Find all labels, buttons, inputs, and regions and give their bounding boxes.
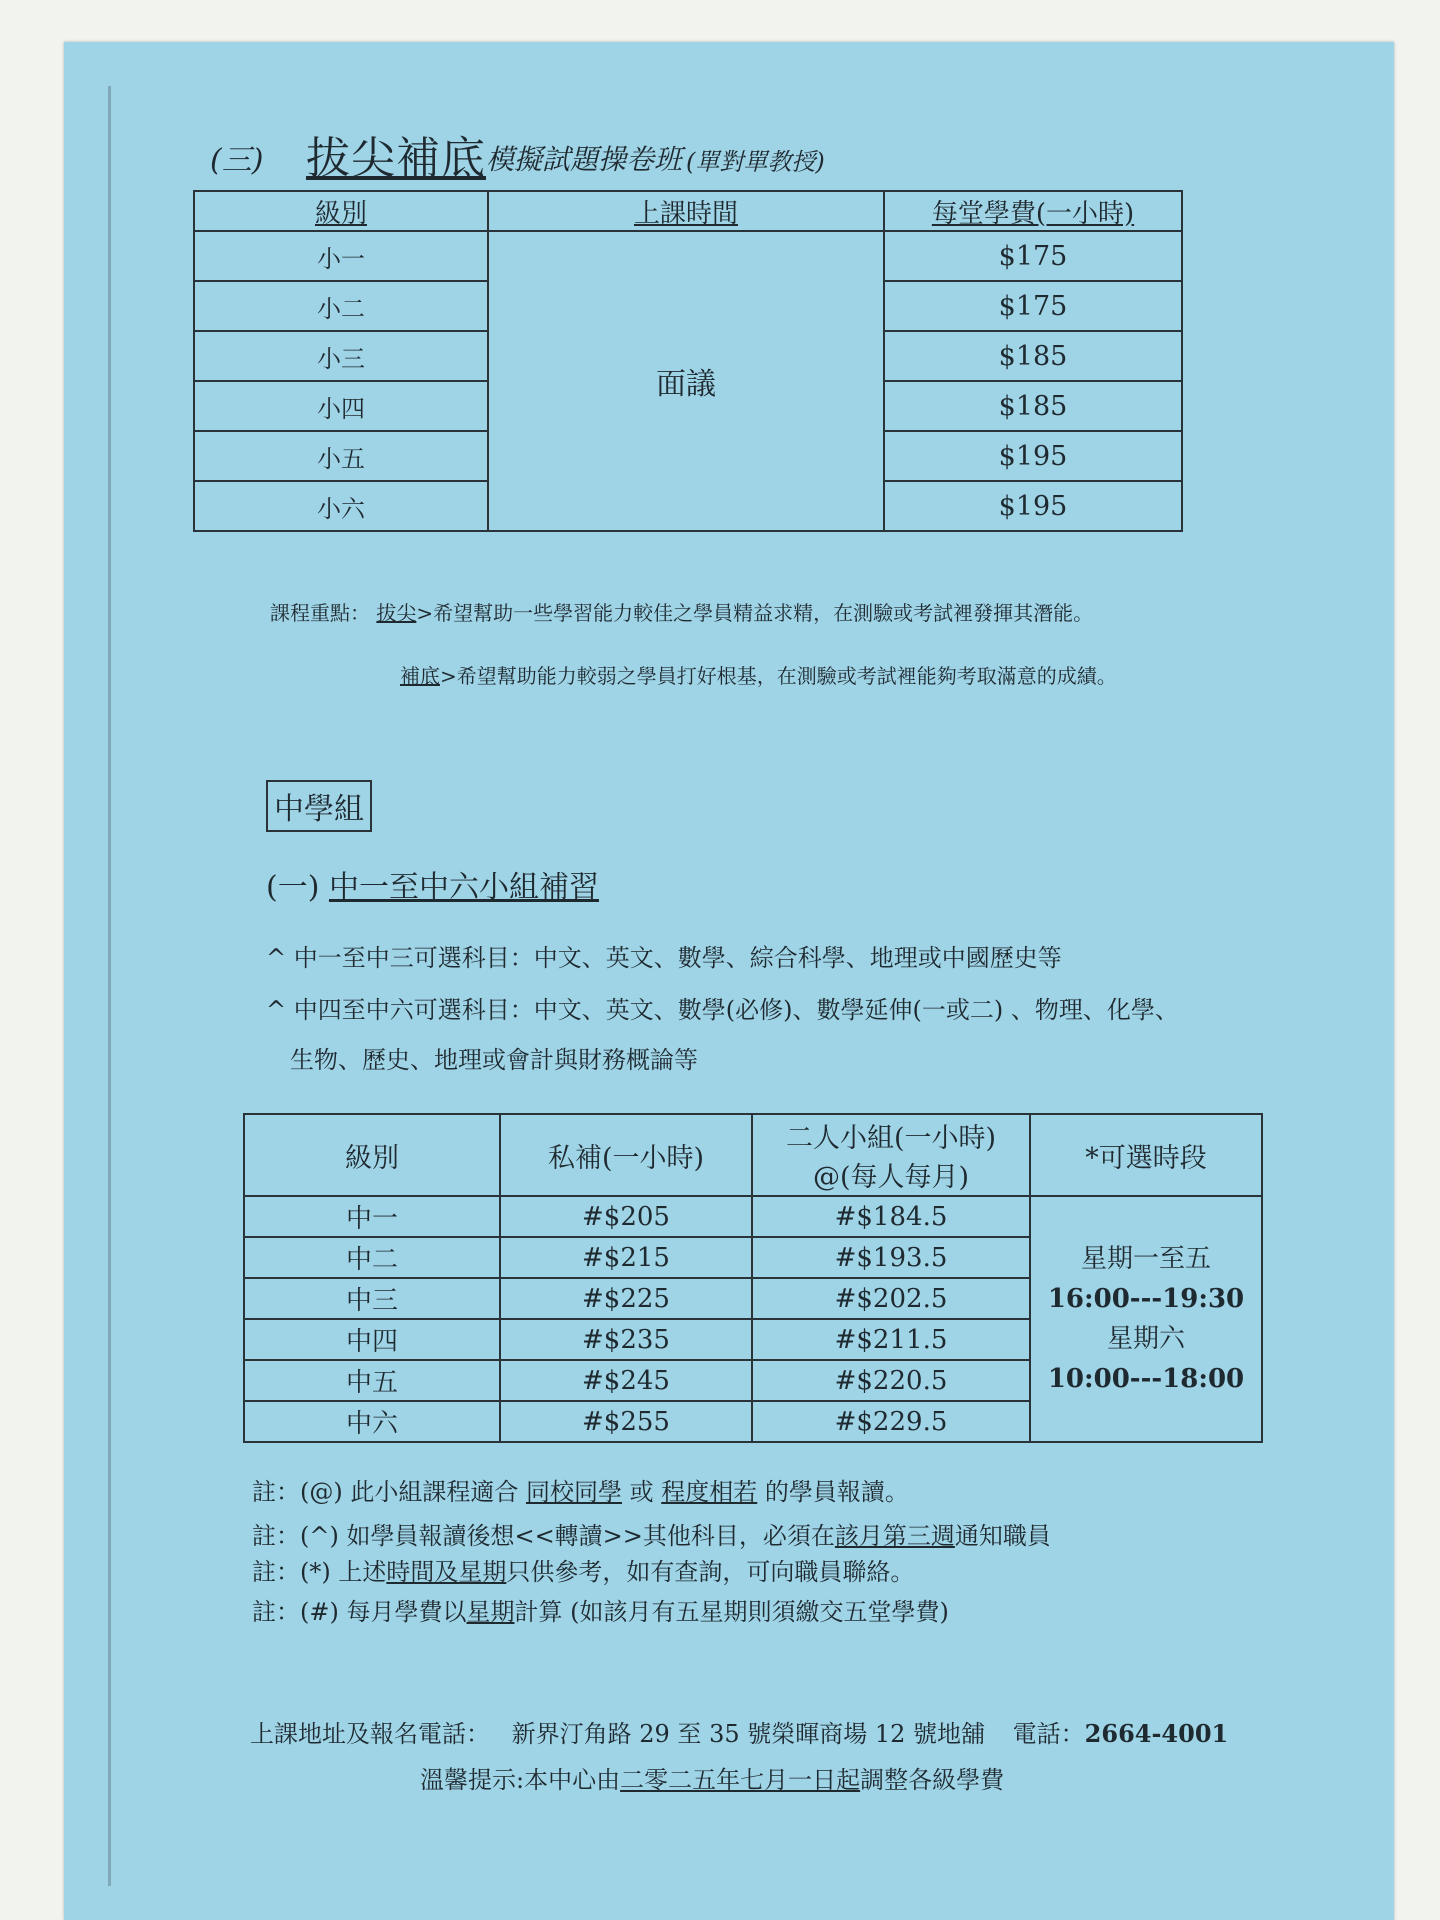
private-fee-cell: #$235	[500, 1319, 752, 1360]
group-fee-cell: #$184.5	[752, 1196, 1030, 1237]
focus-label: 課程重點：	[270, 601, 370, 625]
reminder-line: 溫馨提示:本中心由二零二五年七月一日起調整各級學費	[420, 1766, 1005, 1794]
course-focus-a	[270, 597, 1093, 626]
note-caret: 註：(^) 如學員報讀後想<<轉讀>>其他科目，必須在該月第三週通知職員	[252, 1522, 1051, 1550]
level-cell: 小六	[194, 481, 488, 531]
private-fee-cell: #$225	[500, 1278, 752, 1319]
header-group-line2: @(每人每月)	[812, 1162, 970, 1193]
level-cell: 小三	[194, 331, 488, 381]
time-slot-cell	[1030, 1196, 1262, 1442]
subjects-line-2: ^ 中四至中六可選科目：中文、英文、數學(必修)、數學延伸(一或二) 、物理、化學、	[266, 996, 1179, 1024]
level-cell: 中五	[244, 1360, 500, 1401]
slot-line: 星期一至五	[1080, 1244, 1211, 1274]
level-cell: 小二	[194, 281, 488, 331]
slot-line: 星期六	[1106, 1324, 1185, 1354]
slot-line: 16:00---19:30	[1047, 1284, 1245, 1314]
level-cell: 小五	[194, 431, 488, 481]
private-fee-cell: #$255	[500, 1401, 752, 1442]
course-focus-b	[400, 660, 1117, 689]
slot-line: 10:00---18:00	[1047, 1364, 1245, 1394]
secondary-section-title: 中學組	[266, 780, 372, 832]
level-cell: 中二	[244, 1237, 500, 1278]
group-fee-cell: #$211.5	[752, 1319, 1030, 1360]
address-label: 上課地址及報名電話：	[250, 1720, 490, 1748]
level-cell: 中六	[244, 1401, 500, 1442]
primary-fee-table	[193, 190, 1183, 532]
header-slot: *可選時段	[1030, 1114, 1262, 1196]
group-fee-cell: #$202.5	[752, 1278, 1030, 1319]
section3-title: 拔尖補底	[306, 133, 486, 184]
private-fee-cell: #$245	[500, 1360, 752, 1401]
table-header-row	[244, 1114, 1262, 1196]
focus-a-key: 拔尖	[376, 601, 417, 625]
fee-cell: $185	[884, 331, 1182, 381]
table-row	[244, 1196, 1262, 1237]
table-row	[194, 231, 1182, 281]
header-level: 級別	[194, 191, 488, 231]
section3-note: (單對單教授)	[686, 148, 825, 176]
header-group	[752, 1114, 1030, 1196]
note-hash: 註：(#) 每月學費以星期計算 (如該月有五星期則須繳交五堂學費)	[252, 1598, 949, 1626]
level-cell: 小一	[194, 231, 488, 281]
fee-cell: $175	[884, 231, 1182, 281]
header-level: 級別	[244, 1114, 500, 1196]
table-header-row	[194, 191, 1182, 231]
note-at: 註：(@) 此小組課程適合 同校同學 或 程度相若 的學員報讀。	[252, 1478, 909, 1506]
private-fee-cell: #$205	[500, 1196, 752, 1237]
private-fee-cell: #$215	[500, 1237, 752, 1278]
fee-cell: $195	[884, 431, 1182, 481]
address-text: 新界汀角路 29 至 35 號榮暉商場 12 號地舖	[511, 1720, 986, 1748]
fee-cell: $185	[884, 381, 1182, 431]
secondary-subsection-title	[266, 862, 599, 906]
subjects-line-3: 生物、歷史、地理或會計與財務概論等	[290, 1046, 698, 1074]
subjects-line-1: ^ 中一至中三可選科目：中文、英文、數學、綜合科學、地理或中國歷史等	[266, 944, 1062, 972]
fee-cell: $195	[884, 481, 1182, 531]
time-merged-cell: 面議	[488, 231, 884, 531]
level-cell: 小四	[194, 381, 488, 431]
address-line	[250, 1714, 1228, 1749]
subsection-number: (一)	[266, 870, 320, 905]
level-cell: 中四	[244, 1319, 500, 1360]
header-fee: 每堂學費(一小時)	[884, 191, 1182, 231]
secondary-fee-table	[243, 1113, 1263, 1443]
header-private: 私補(一小時)	[500, 1114, 752, 1196]
group-fee-cell: #$229.5	[752, 1401, 1030, 1442]
focus-a-text: >希望幫助一些學習能力較佳之學員精益求精，在測驗或考試裡發揮其潛能。	[416, 601, 1094, 625]
section3-subtitle: 模擬試題操卷班	[486, 143, 683, 176]
focus-b-text: >希望幫助能力較弱之學員打好根基，在測驗或考試裡能夠考取滿意的成績。	[440, 664, 1117, 688]
group-fee-cell: #$220.5	[752, 1360, 1030, 1401]
fold-line	[108, 86, 111, 1886]
level-cell: 中三	[244, 1278, 500, 1319]
fee-cell: $175	[884, 281, 1182, 331]
note-star: 註：(*) 上述時間及星期只供參考，如有查詢，可向職員聯絡。	[252, 1558, 915, 1586]
phone-number: 2664-4001	[1084, 1719, 1229, 1748]
focus-b-key: 補底	[400, 664, 440, 688]
subsection-label: 中一至中六小組補習	[328, 870, 599, 905]
header-group-line1: 二人小組(一小時)	[785, 1123, 997, 1154]
header-time: 上課時間	[488, 191, 884, 231]
group-fee-cell: #$193.5	[752, 1237, 1030, 1278]
section3-number: (三)	[210, 143, 264, 178]
level-cell: 中一	[244, 1196, 500, 1237]
phone-label: 電話：	[1012, 1720, 1085, 1748]
